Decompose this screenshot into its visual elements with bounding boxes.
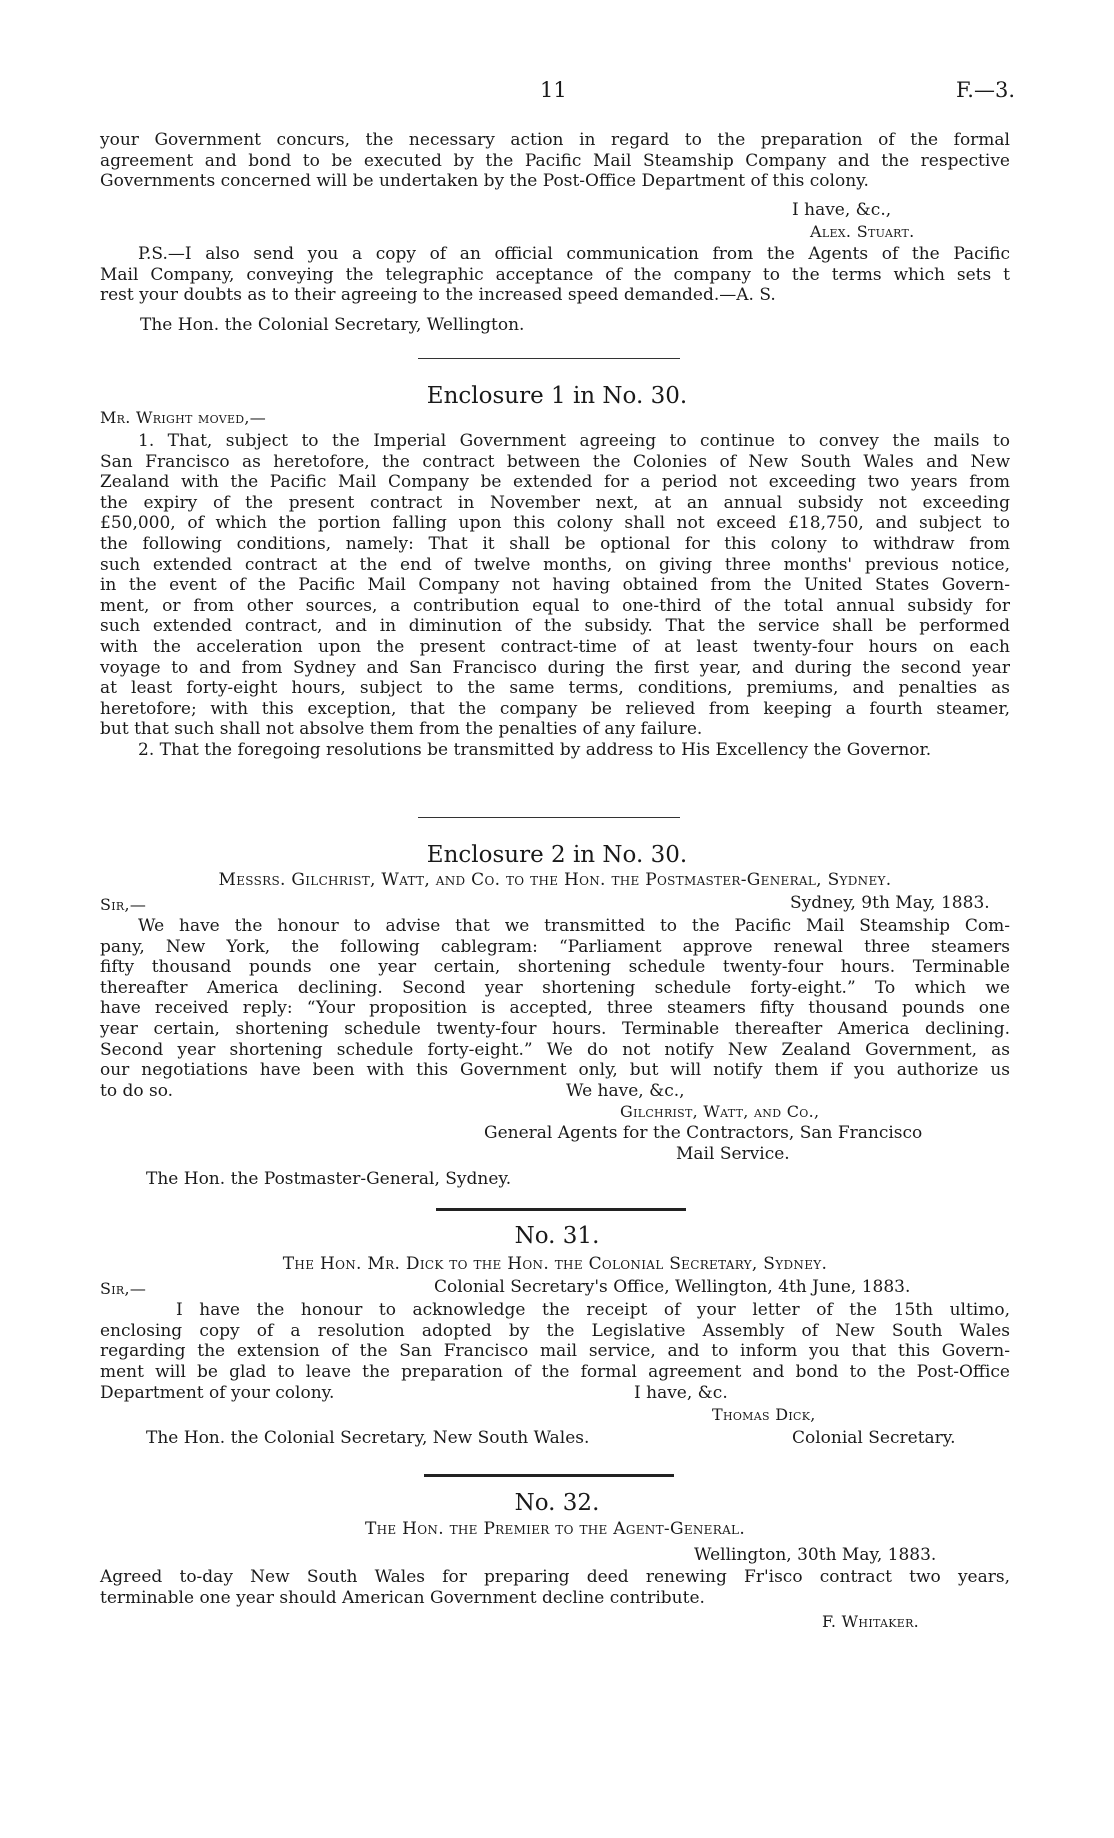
closing: I have, &c.	[634, 1383, 728, 1403]
signature-title: Mail Service.	[676, 1144, 790, 1164]
text-line: ment will be glad to leave the preparation of the formal agreement and bond to the Post-Office	[100, 1361, 1010, 1382]
text-line: I have the honour to acknowledge the receipt of your letter of the 15th ultimo,	[176, 1300, 1010, 1320]
text-line: in the event of the Pacific Mail Company not having obtained from the United States Govern-	[100, 575, 1010, 596]
text-line: Department of your colony.	[100, 1383, 335, 1403]
signature: Alex. Stuart.	[810, 222, 915, 241]
text-line: Governments concerned will be undertaken by the Post-Office Department of this colony.	[100, 171, 869, 192]
divider	[436, 1208, 686, 1211]
no31-body	[100, 1300, 1010, 1382]
text-line: heretofore; with this exception, that the company be relieved from keeping a fourth steamer,	[100, 698, 1010, 719]
text-line: 1. That, subject to the Imperial Government agreeing to continue to convey the mails to	[138, 431, 1010, 451]
divider	[418, 358, 680, 359]
signature: Thomas Dick,	[712, 1405, 816, 1424]
signature-title: Colonial Secretary.	[792, 1428, 956, 1448]
text-line: £50,000, of which the portion falling upon this colony shall not exceed £18,750, and subject to	[100, 513, 1010, 534]
divider	[424, 1474, 674, 1477]
enclosure2-body	[100, 916, 1010, 1081]
opening-paragraph	[100, 130, 1010, 192]
text-line: such extended contract at the end of twelve months, on giving three months' previous notice,	[100, 554, 1010, 575]
text-line: enclosing copy of a resolution adopted by the Legislative Assembly of New South Wales	[100, 1320, 1010, 1341]
section-title: No. 32.	[514, 1490, 600, 1516]
text-line: at least forty-eight hours, subject to the same terms, conditions, premiums, and penalties as	[100, 678, 1010, 699]
text-line: to do so.	[100, 1081, 174, 1101]
text-line: our negotiations have been with this Government only, but will notify them if you authorize us	[100, 1060, 1010, 1081]
text-line: agreement and bond to be executed by the Pacific Mail Steamship Company and the respective	[100, 150, 1010, 171]
text-line: voyage to and from Sydney and San Francisco during the first year, and during the second year	[100, 657, 1010, 678]
salutation: Sir,—	[100, 895, 147, 914]
text-line: thereafter America declining. Second year shortening schedule forty-eight.” To which we	[100, 977, 1010, 998]
no32-body	[100, 1567, 1010, 1588]
section-title: No. 31.	[514, 1223, 600, 1249]
section-title: Enclosure 2 in No. 30.	[426, 842, 688, 868]
text-line: ment, or from other sources, a contribution equal to one-third of the total annual subsidy for	[100, 595, 1010, 616]
dateline: Colonial Secretary's Office, Wellington, 4th June, 1883.	[434, 1277, 911, 1297]
text-line: such extended contract, and in diminution of the subsidy. That the service shall be performed	[100, 616, 1010, 637]
signature: Gilchrist, Watt, and Co.,	[620, 1102, 820, 1121]
text-line: but that such shall not absolve them from the penalties of any failure.	[100, 719, 703, 740]
text-line: year certain, shortening schedule twenty-four hours. Terminable thereafter America declining.	[100, 1018, 1010, 1039]
text-line: Agreed to-day New South Wales for preparing deed renewing Fr'isco contract two years,	[100, 1567, 1010, 1587]
postscript	[100, 244, 1010, 306]
text-line: pany, New York, the following cablegram: “Parliament approve renewal three steamers	[100, 936, 1010, 957]
closing: We have, &c.,	[566, 1081, 685, 1101]
page-number: 11	[540, 78, 567, 102]
letter-subheading: Messrs. Gilchrist, Watt, and Co. to the Hon. the Postmaster-General, Sydney.	[218, 870, 892, 890]
text-line: terminable one year should American Government decline contribute.	[100, 1588, 705, 1608]
signature: F. Whitaker.	[822, 1612, 920, 1631]
divider	[418, 817, 680, 818]
addressee: The Hon. the Postmaster-General, Sydney.	[146, 1169, 512, 1189]
text-line: Mail Company, conveying the telegraphic acceptance of the company to the terms which sets t	[100, 264, 1010, 285]
signature-title: General Agents for the Contractors, San Francisco	[484, 1123, 923, 1143]
letter-subheading: The Hon. Mr. Dick to the Hon. the Colonial Secretary, Sydney.	[282, 1254, 828, 1274]
enclosure1-body	[100, 431, 1010, 761]
text-line: rest your doubts as to their agreeing to the increased speed demanded.—A. S.	[100, 285, 776, 306]
addressee: The Hon. the Colonial Secretary, New South Wales.	[146, 1428, 590, 1448]
text-line: P.S.—I also send you a copy of an official communication from the Agents of the Pacific	[138, 244, 1010, 264]
text-line: your Government concurs, the necessary action in regard to the preparation of the formal	[100, 130, 1010, 150]
letter-subheading: The Hon. the Premier to the Agent-General.	[364, 1519, 746, 1539]
dateline: Wellington, 30th May, 1883.	[694, 1545, 937, 1565]
text-line: San Francisco as heretofore, the contract between the Colonies of New South Wales and New	[100, 451, 1010, 472]
section-title: Enclosure 1 in No. 30.	[426, 383, 688, 409]
dateline: Sydney, 9th May, 1883.	[790, 893, 990, 913]
text-line: with the acceleration upon the present contract-time of at least twenty-four hours on each	[100, 636, 1010, 657]
addressee: The Hon. the Colonial Secretary, Wellington.	[140, 315, 525, 335]
text-line: the following conditions, namely: That it shall be optional for this colony to withdraw from	[100, 533, 1010, 554]
text-line: We have the honour to advise that we transmitted to the Pacific Mail Steamship Com-	[138, 916, 1010, 936]
salutation: Sir,—	[100, 1279, 147, 1298]
mover: Mr. Wright moved,—	[100, 408, 267, 427]
text-line: Zealand with the Pacific Mail Company be extended for a period not exceeding two years from	[100, 472, 1010, 493]
closing: I have, &c.,	[792, 200, 892, 220]
text-line: the expiry of the present contract in November next, at an annual subsidy not exceeding	[100, 492, 1010, 513]
text-line: fifty thousand pounds one year certain, shortening schedule twenty-four hours. Terminable	[100, 957, 1010, 978]
text-line: Second year shortening schedule forty-eight.” We do not notify New Zealand Government, as	[100, 1039, 1010, 1060]
text-line: regarding the extension of the San Francisco mail service, and to inform you that this Govern-	[100, 1341, 1010, 1362]
text-line: 2. That the foregoing resolutions be transmitted by address to His Excellency the Governor.	[138, 739, 932, 760]
text-line: have received reply: “Your proposition is accepted, three steamers fifty thousand pounds one	[100, 998, 1010, 1019]
document-reference: F.—3.	[956, 78, 1016, 102]
